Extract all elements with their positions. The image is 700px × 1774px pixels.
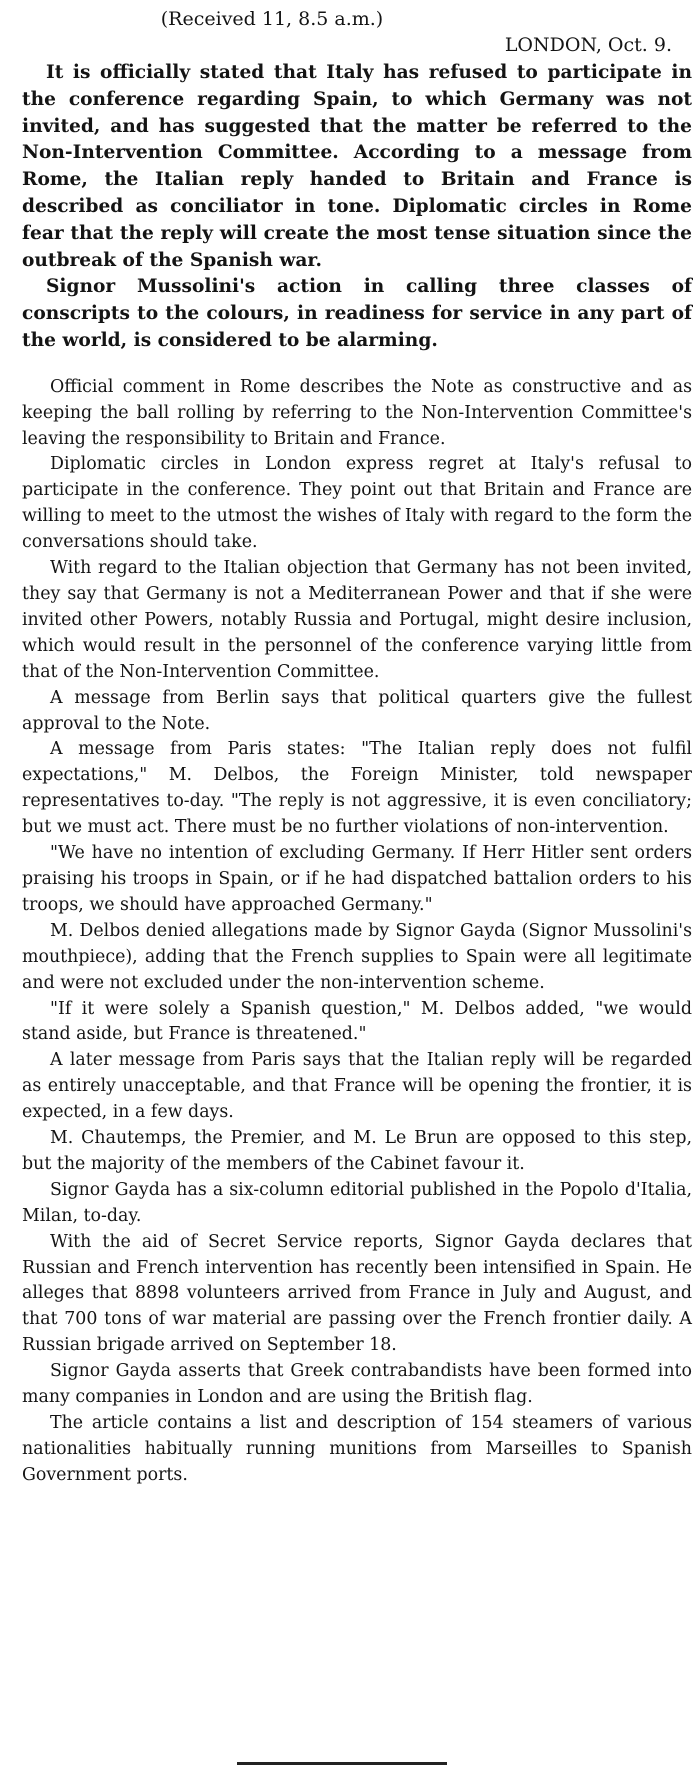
body-paragraph: Official comment in Rome describes the Note as constructive and as keeping the ball rolling by referring to the Non-Intervention Committee's leaving the responsibility to Britain and France. (22, 376, 692, 449)
body-paragraph: Signor Gayda asserts that Greek contrabandists have been formed into many companies in London and are using the British flag. (22, 1361, 692, 1408)
body-paragraph: A message from Berlin says that political quarters give the fullest approval to the Note. (22, 687, 692, 734)
body-paragraph: M. Chautemps, the Premier, and M. Le Brun are opposed to this step, but the majority of the members of the Cabinet favour it. (22, 1128, 692, 1174)
lead-paragraph: Signor Mussolini's action in calling three classes of conscripts to the colours, in readiness for service in any part of the world, is considered to be alarming. (22, 276, 692, 351)
dateline: LONDON, Oct. 9. (504, 34, 672, 56)
body-paragraph: A message from Paris states: "The Italian reply does not fulfil expectations," M. Delbos, the Foreign Minister, told newspaper representatives to-day. "The reply is not aggressive, it is even conciliatory; but we must act. There must be no further violations of non-intervention. (22, 739, 692, 838)
body-paragraph: With regard to the Italian objection that Germany has not been invited, they say that Germany is not a Mediterranean Power and that if she were invited other Powers, notably Russia and Portugal, might desire inclusion, which would result in the personnel of the conference varying little from that of the Non-Intervention Committee. (22, 558, 692, 682)
body-paragraph: M. Delbos denied allegations made by Signor Gayda (Signor Mussolini's mouthpiece), adding that the French supplies to Spain were all legitimate and were not excluded under the non-intervention scheme. (22, 920, 692, 993)
received-note: (Received 11, 8.5 a.m.) (160, 8, 384, 30)
body-paragraph: "If it were solely a Spanish question," M. Delbos added, "we would stand aside, but France is threatened." (22, 998, 692, 1045)
body-paragraph: "We have no intention of excluding Germany. If Herr Hitler sent orders praising his troops in Spain, or if he had dispatched battalion orders to his troops, we should have approached Germany." (22, 843, 692, 915)
body-paragraph: The article contains a list and description of 154 steamers of various nationalities habitually running munitions from Marseilles to Spanish Government ports. (22, 1413, 692, 1485)
body-paragraph: Diplomatic circles in London express regret at Italy's refusal to participate in the conference. They point out that Britain and France are willing to meet to the utmost the wishes of Italy with regard to the form the conversations should take. (22, 454, 693, 553)
body-paragraph: Signor Gayda has a six-column editorial published in the Popolo d'Italia, Milan, to-day. (22, 1179, 692, 1226)
end-rule (237, 1762, 447, 1765)
body-paragraph: A later message from Paris says that the Italian reply will be regarded as entirely unacceptable, and that France will be opening the frontier, it is expected, in a few days. (22, 1050, 692, 1123)
lead-section (22, 60, 692, 355)
article-body (22, 375, 692, 1489)
lead-paragraph: It is officially stated that Italy has refused to participate in the conference regarding Spain, to which Germany was not invited, and has suggested that the matter be referred to the Non-Intervention Committee. According to a message from Rome, the Italian reply handed to Britain and France is described as conciliator in tone. Diplomatic circles in Rome fear that the reply will create the most tense situation since the outbreak of the Spanish war. (22, 62, 692, 271)
body-paragraph: With the aid of Secret Service reports, Signor Gayda declares that Russian and French intervention has recently been intensified in Spain. He alleges that 8898 volunteers arrived from France in July and August, and that 700 tons of war material are passing over the French frontier daily. A Russian brigade arrived on September 18. (22, 1231, 692, 1356)
